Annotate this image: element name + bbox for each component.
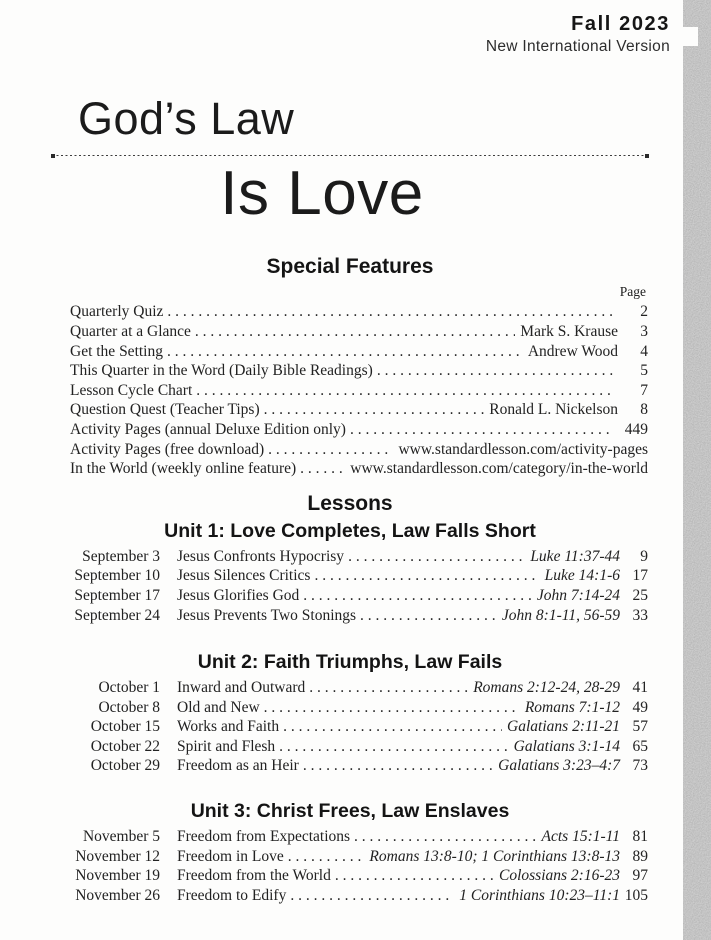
- dot-leader: [167, 342, 523, 362]
- dot-leader: [167, 302, 613, 322]
- lesson-title: Works and Faith: [177, 718, 280, 736]
- dot-leader: [288, 847, 365, 867]
- lesson-date: October 29: [90, 757, 160, 775]
- quarter-title-line1: God’s Law: [78, 92, 295, 144]
- lesson-title: Inward and Outward: [177, 679, 306, 697]
- lesson-row: [52, 566, 648, 586]
- dot-leader: [264, 698, 520, 718]
- lesson-title: Freedom from Expectations: [177, 828, 351, 846]
- dot-leader: [268, 440, 393, 460]
- lesson-title: Jesus Confronts Hypocrisy: [177, 547, 345, 565]
- unit-heading: Unit 2: Faith Triumphs, Law Fails: [197, 651, 503, 674]
- lesson-row: [52, 698, 648, 718]
- lesson-page-number: 41: [632, 679, 648, 697]
- lesson-page-number: 89: [632, 847, 648, 865]
- lessons-heading: Lessons: [307, 491, 393, 515]
- scripture-reference: Luke 11:37-44: [530, 547, 620, 565]
- scripture-reference: John 8:1-11, 56-59: [501, 606, 620, 624]
- toc-label: Quarterly Quiz: [70, 303, 164, 321]
- toc-page-number: 7: [640, 381, 648, 399]
- dot-leader: [303, 756, 493, 776]
- scripture-reference: Galatians 3:23–4:7: [498, 757, 620, 775]
- lesson-row: [52, 586, 648, 606]
- dot-leader: [264, 400, 485, 420]
- lesson-date: October 1: [98, 679, 160, 697]
- lesson-row: [52, 717, 648, 737]
- toc-row: [70, 361, 648, 381]
- lesson-page-number: 81: [632, 828, 648, 846]
- scripture-reference: Colossians 2:16-23: [499, 867, 620, 885]
- page-content: [0, 94, 711, 906]
- lesson-title: Freedom as an Heir: [177, 757, 299, 775]
- toc-label: Activity Pages (free download): [70, 440, 265, 458]
- toc-url: www.standardlesson.com/activity-pages: [398, 440, 648, 458]
- special-features-list: [52, 302, 648, 478]
- scripture-reference: Romans 13:8-10; 1 Corinthians 13:8-13: [369, 847, 620, 865]
- dot-leader: [314, 566, 539, 586]
- lesson-page-number: 73: [632, 757, 648, 775]
- special-features-heading: Special Features: [266, 255, 434, 279]
- bible-version-label: New International Version: [485, 38, 670, 55]
- dot-leader: [360, 606, 497, 626]
- toc-label: Get the Setting: [70, 342, 163, 360]
- lesson-page-number: 33: [632, 606, 648, 624]
- unit-rows: [52, 678, 648, 776]
- masthead: [0, 0, 711, 58]
- toc-page-number: 8: [640, 401, 648, 419]
- scripture-reference: Acts 15:1-11: [541, 828, 620, 846]
- dot-leader: [196, 381, 613, 401]
- dot-leader: [335, 866, 494, 886]
- toc-label: This Quarter in the Word (Daily Bible Readings): [70, 362, 373, 380]
- toc-page-number: 449: [624, 420, 648, 438]
- unit-heading: Unit 3: Christ Frees, Law Enslaves: [190, 800, 510, 823]
- title-divider: [52, 155, 648, 156]
- unit-rows: [52, 827, 648, 905]
- lesson-date: November 5: [82, 828, 160, 846]
- lesson-title: Freedom to Edify: [177, 886, 287, 904]
- lesson-row: [52, 547, 648, 567]
- dot-leader: [377, 361, 613, 381]
- lesson-page-number: 49: [632, 698, 648, 716]
- dot-leader: [354, 827, 536, 847]
- toc-row: [70, 302, 648, 322]
- scripture-reference: Romans 7:1-12: [524, 698, 620, 716]
- scan-edge-strip: [683, 0, 711, 940]
- lessons-unit-2: [52, 651, 648, 776]
- toc-row: [70, 440, 648, 460]
- lesson-title: Jesus Glorifies God: [177, 586, 300, 604]
- toc-right-text: Mark S. Krause: [520, 322, 618, 340]
- scripture-reference: John 7:14-24: [536, 586, 620, 604]
- lesson-row: [52, 886, 648, 906]
- dot-leader: [290, 886, 454, 906]
- page-column-label: Page: [619, 284, 646, 300]
- lesson-row: [52, 737, 648, 757]
- toc-page-number: 4: [640, 342, 648, 360]
- toc-row: [70, 322, 648, 342]
- dot-leader: [279, 737, 508, 757]
- dot-leader: [303, 586, 532, 606]
- lessons-unit-3: [52, 800, 648, 905]
- toc-row: [70, 400, 648, 420]
- toc-url: www.standardlesson.com/category/in-the-world: [350, 460, 648, 478]
- dot-leader: [350, 420, 613, 440]
- toc-row: [70, 459, 648, 479]
- lesson-row: [52, 756, 648, 776]
- scripture-reference: Luke 14:1-6: [544, 567, 620, 585]
- toc-label: Lesson Cycle Chart: [70, 381, 193, 399]
- unit-heading: Unit 1: Love Completes, Law Falls Short: [164, 519, 536, 542]
- dot-leader: [283, 717, 502, 737]
- dot-leader: [195, 322, 515, 342]
- toc-page-number: 5: [640, 362, 648, 380]
- lesson-title: Freedom from the World: [177, 867, 331, 885]
- dot-leader: [309, 678, 468, 698]
- lesson-page-number: 97: [632, 867, 648, 885]
- toc-row: [70, 381, 648, 401]
- toc-label: In the World (weekly online feature): [70, 460, 297, 478]
- toc-label: Activity Pages (annual Deluxe Edition only): [70, 420, 346, 438]
- lesson-date: September 10: [74, 567, 160, 585]
- lesson-page-number: 105: [624, 886, 648, 904]
- lesson-title: Freedom in Love: [177, 847, 284, 865]
- lessons-unit-1: [52, 520, 648, 625]
- toc-row: [70, 342, 648, 362]
- lesson-date: September 24: [74, 606, 160, 624]
- lesson-date: October 8: [98, 698, 160, 716]
- toc-label: Question Quest (Teacher Tips): [70, 401, 260, 419]
- lesson-date: October 22: [90, 737, 160, 755]
- season-label: Fall 2023: [571, 13, 670, 35]
- toc-row: [70, 420, 648, 440]
- lesson-page-number: 17: [632, 567, 648, 585]
- lesson-date: November 12: [75, 847, 160, 865]
- lesson-row: [52, 827, 648, 847]
- lesson-row: [52, 678, 648, 698]
- quarter-title-line2: Is Love: [220, 159, 424, 229]
- lesson-row: [52, 847, 648, 867]
- lesson-title: Old and New: [177, 698, 260, 716]
- toc-label: Quarter at a Glance: [70, 322, 191, 340]
- lesson-date: September 17: [74, 586, 160, 604]
- scripture-reference: Galatians 3:1-14: [513, 737, 620, 755]
- scripture-reference: Galatians 2:11-21: [507, 718, 620, 736]
- lesson-page-number: 9: [640, 547, 648, 565]
- lesson-title: Spirit and Flesh: [177, 737, 276, 755]
- lesson-page-number: 65: [632, 737, 648, 755]
- lesson-title: Jesus Silences Critics: [177, 567, 311, 585]
- lesson-page-number: 57: [632, 718, 648, 736]
- toc-right-text: Andrew Wood: [527, 342, 618, 360]
- lesson-row: [52, 606, 648, 626]
- toc-right-text: Ronald L. Nickelson: [489, 401, 618, 419]
- toc-page-number: 3: [640, 322, 648, 340]
- dot-leader: [300, 459, 345, 479]
- scan-edge-notch: [676, 27, 698, 46]
- dot-leader: [348, 547, 525, 567]
- lesson-date: October 15: [90, 718, 160, 736]
- scripture-reference: 1 Corinthians 10:23–11:1: [459, 886, 620, 904]
- unit-rows: [52, 547, 648, 625]
- lesson-title: Jesus Prevents Two Stonings: [177, 606, 357, 624]
- lesson-date: September 3: [82, 547, 160, 565]
- toc-page-number: 2: [640, 303, 648, 321]
- lesson-page-number: 25: [632, 586, 648, 604]
- lesson-date: November 19: [75, 867, 160, 885]
- scripture-reference: Romans 2:12-24, 28-29: [473, 679, 620, 697]
- lesson-date: November 26: [75, 886, 160, 904]
- lesson-row: [52, 866, 648, 886]
